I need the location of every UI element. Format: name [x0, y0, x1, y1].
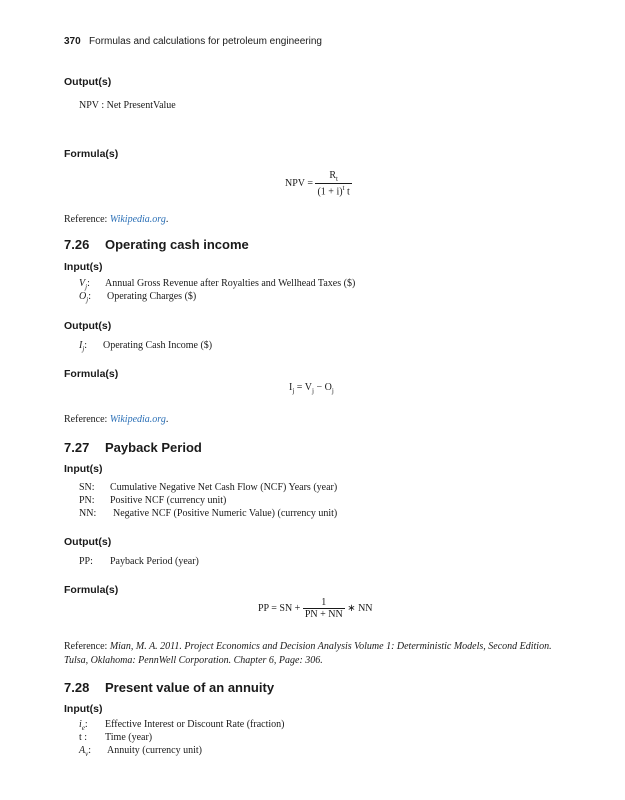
s726-reference-link[interactable]: Wikipedia.org: [109, 414, 166, 425]
npv-fraction: [315, 170, 351, 197]
s728-input-label: Input(s): [64, 703, 103, 715]
npv-reference-prefix: Reference:: [64, 214, 110, 225]
s727-formula-label: Formula(s): [64, 584, 119, 596]
section-number: 7.27: [64, 440, 90, 455]
s727-output-label: Output(s): [64, 536, 112, 548]
s727-reference-citation: Mian, M. A. 2011. Project Economics and Decision Analysis Volume 1: Deterministic Models, Second Edition. Tulsa, Oklahoma: PennWell Corporation. Chapter 6, Page: 306.: [64, 641, 552, 666]
npv-formula-lhs: NPV: [285, 177, 305, 189]
section-7-27-heading: [64, 440, 202, 455]
s727-output-row: PP: Payback Period (year): [79, 556, 199, 567]
s727-formula: PP = SN + $\frac{1}{PN + NN}$ ∗ NN: [258, 597, 373, 620]
s727-input-row: SN: Cumulative Negative Net Cash Flow (NCF) Years (year): [79, 482, 338, 493]
s727-reference: Reference: Mian, M. A. 2011. Project Economics and Decision Analysis Volume 1: Deterministic Models, Second Edition. Tulsa, Oklahoma: PennWell Corporation. Chapter 6, Page: 306.: [64, 641, 552, 666]
s726-formula-label: Formula(s): [64, 368, 119, 380]
npv-reference-link[interactable]: Wikipedia.org: [109, 214, 166, 225]
section-number: 7.28: [64, 680, 90, 695]
page-number: 370: [64, 36, 81, 47]
s726-output-label: Output(s): [64, 320, 112, 332]
npv-output-item: NPV : Net PresentValue: [79, 100, 176, 111]
npv-denominator-tail: t: [347, 186, 350, 198]
s728-input-row: $i_e$: Effective Interest or Discount Rate (fraction): [79, 719, 285, 732]
running-title: Formulas and calculations for petroleum engineering: [89, 36, 322, 47]
section-number: 7.26: [64, 237, 90, 252]
npv-denominator-exp: t: [342, 184, 345, 192]
npv-formula-label: Formula(s): [64, 148, 119, 160]
s726-output-row: $I_j$: Operating Cash Income ($): [79, 340, 213, 353]
npv-reference-suffix: .: [165, 214, 169, 225]
s726-input-row: $V_j$: Annual Gross Revenue after Royalties and Wellhead Taxes ($): [79, 278, 356, 291]
npv-numerator-sub: t: [335, 175, 338, 183]
s728-input-row: $A_v$: Annuity (currency unit): [79, 745, 202, 758]
s726-reference: Reference: Wikipedia.org.: [64, 414, 169, 425]
npv-reference: [64, 214, 168, 225]
s726-input-label: Input(s): [64, 261, 103, 273]
section-7-28-heading: [64, 680, 274, 695]
npv-formula: NPV = $\frac{R_t}{(1 + i)^t t}$: [285, 170, 350, 198]
s726-formula: $I_j = V_j - O_j$: [289, 382, 334, 395]
section-title: Payback Period: [105, 440, 202, 455]
section-title: Present value of an annuity: [105, 680, 275, 695]
s727-input-row: NN: Negative NCF (Positive Numeric Value) (currency unit): [79, 508, 338, 519]
npv-output-label: Output(s): [64, 76, 112, 88]
npv-denominator: (1 + i): [317, 186, 343, 198]
section-title: Operating cash income: [105, 237, 249, 252]
npv-numerator: R: [329, 170, 336, 181]
s727-input-row: PN: Positive NCF (currency unit): [79, 495, 227, 506]
section-7-26-heading: [64, 237, 249, 252]
s727-input-label: Input(s): [64, 463, 103, 475]
s728-input-row: t : Time (year): [79, 732, 153, 743]
s726-input-row: $O_j$: Operating Charges ($): [79, 291, 197, 304]
running-header: [64, 36, 322, 47]
